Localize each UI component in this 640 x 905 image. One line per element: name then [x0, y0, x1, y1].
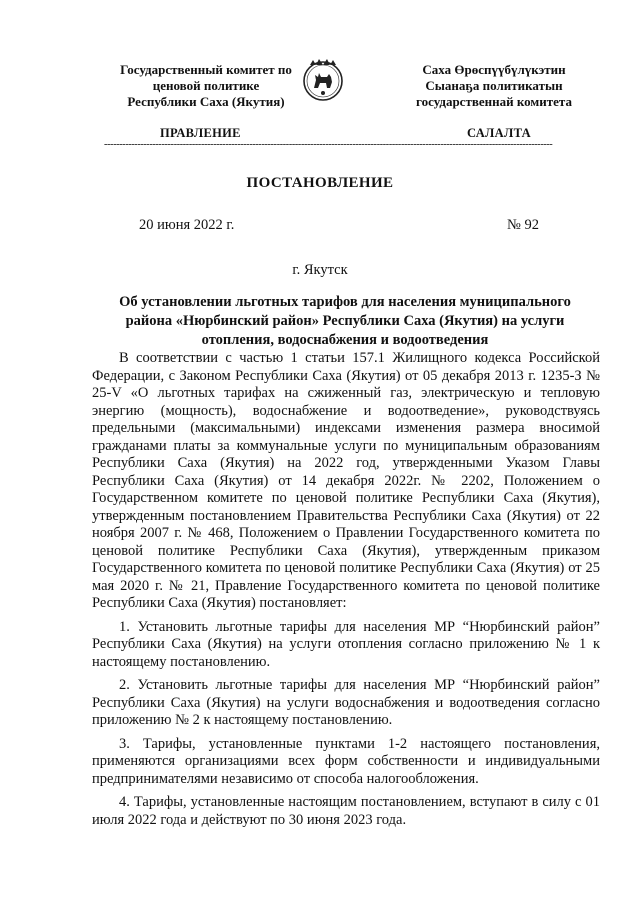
header-left-line: Республики Саха (Якутия) — [127, 94, 285, 109]
body-paragraph-item-3: 3. Тарифы, установленные пунктами 1-2 настоящего постановления, применяются организациями всех форм собственности и индивидуальными предпринимателями независимо от способа налогообложения. — [92, 735, 600, 787]
document-subject: Об установлении льготных тарифов для населения муниципального района «Нюрбинский район» Республики Саха (Якутия) на услуги отопления, водоснабжения и водоотведения — [119, 294, 571, 348]
document-body — [92, 350, 600, 829]
body-paragraph-item-4: 4. Тарифы, установленные настоящим постановлением, вступают в силу с 01 июля 2022 года и действуют по 30 июня 2023 года. — [92, 794, 600, 828]
separator-line: ---------------------------------------------------------------------------------------------------------------------------------------------------- — [104, 139, 553, 150]
header-right-org — [384, 62, 604, 110]
header-left-org — [96, 62, 316, 110]
header-right-line: Сыанаҕа политикатын — [425, 78, 563, 93]
dept-label-right: САЛАЛТА — [467, 126, 531, 140]
sakha-coat-of-arms-icon — [301, 56, 345, 104]
body-paragraph-item-1: 1. Установить льготные тарифы для населения МР “Нюрбинский район” Республики Саха (Якутия) на услуги отопления согласно приложению № 1 к настоящему постановлению. — [92, 618, 600, 670]
dept-label-left: ПРАВЛЕНИЕ — [160, 126, 241, 140]
body-paragraph-item-2: 2. Установить льготные тарифы для населения МР “Нюрбинский район” Республики Саха (Якутия) на услуги водоснабжения и водоотведения согласно приложению № 2 к настоящему постановлению. — [92, 677, 600, 728]
body-paragraph-preamble: В соответствии с частью 1 статьи 157.1 Жилищного кодекса Российской Федерации, с Законом Республики Саха (Якутия) от 05 декабря 2013 г. 1235-З № 25-V «О льготных тарифах на сжиженный газ, электрическую и тепловую энергию (мощность), водоснабжение и водоотведение», руководствуясь предельными (максимальными) индексами изменения размера вносимой гражданами платы за коммунальные услуги по муниципальным образованиям Республики Саха (Якутия) на 2022 год, утвержденными Указом Главы Республики Саха (Якутия) от 14 декабря 2022г. № 2202, Положением о Государственном комитете по ценовой политике Республики Саха (Якутия), утвержденным постановлением Правительства Республики Саха (Якутия) от 22 ноября 2007 г. № 468, Положением о Правлении Государственного комитета по ценовой политике Республики Саха (Якутия), утвержденным приказом Государственного комитета по ценовой политике Республики Саха (Якутия) от 25 мая 2020 г. № 21, Правление Государственного комитета по ценовой политике Республики Саха (Якутия) постановляет: — [92, 350, 600, 611]
document-date: 20 июня 2022 г. — [139, 217, 235, 233]
document-city: г. Якутск — [292, 262, 348, 278]
document-number: № 92 — [507, 217, 539, 233]
header-left-line: Государственный комитет по — [120, 62, 292, 77]
document-title: ПОСТАНОВЛЕНИЕ — [246, 175, 394, 191]
header-left-line: ценовой политике — [152, 78, 260, 93]
header-right-line: Саха Өрөспүүбүлүкэтин — [422, 62, 566, 77]
header-right-line: государственнай комитета — [416, 94, 572, 109]
